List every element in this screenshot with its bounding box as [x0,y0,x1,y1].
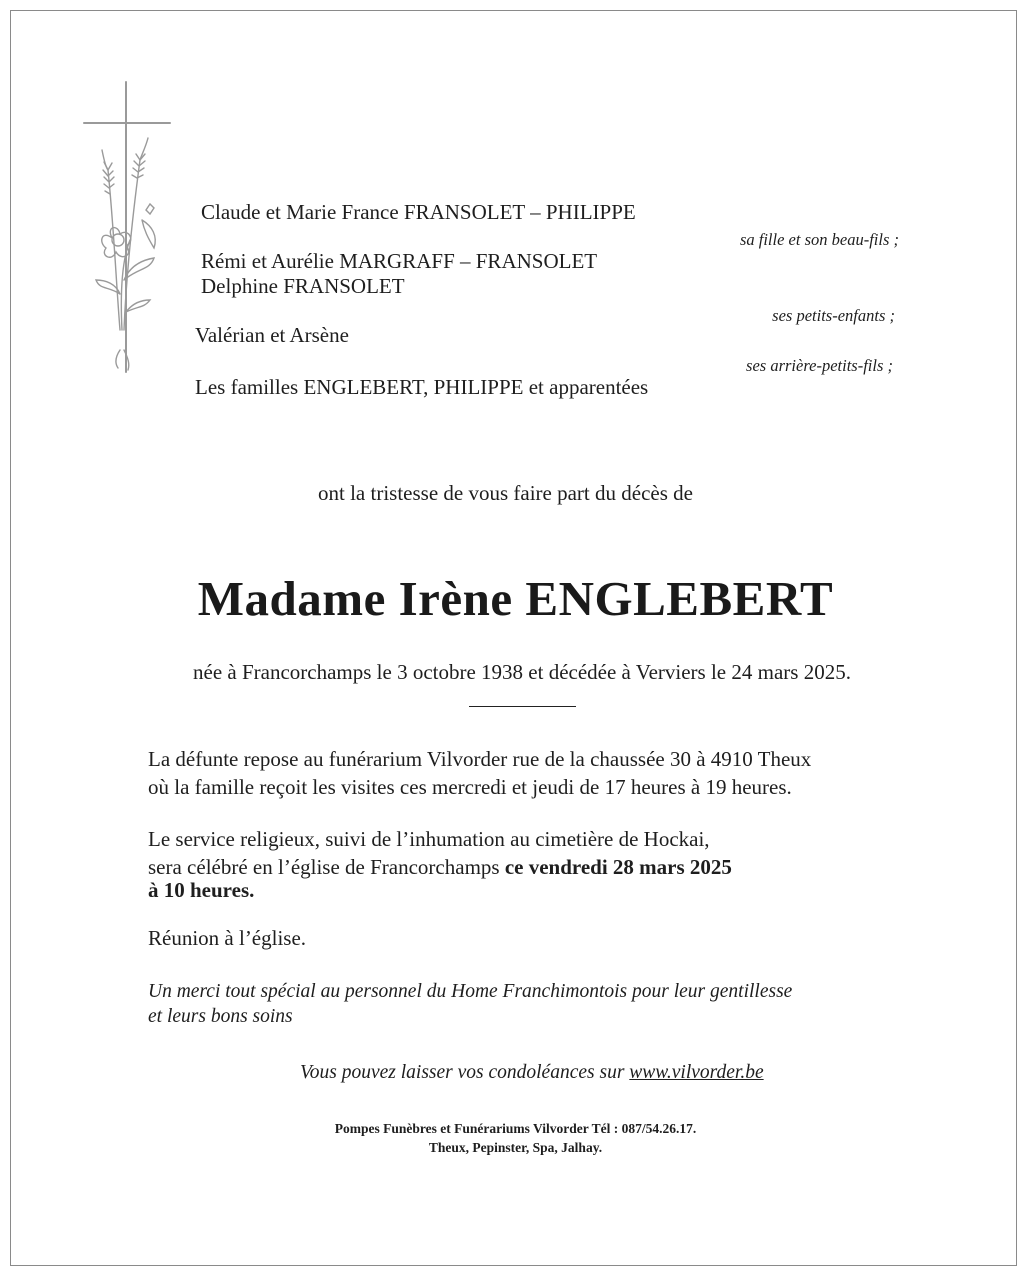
footer-funeral-home: Pompes Funèbres et Funérariums Vilvorder Tél : 087/54.26.17. [334,1121,697,1136]
condolences-line [300,1059,764,1087]
family-line-2: Rémi et Aurélie MARGRAFF – FRANSOLET [201,249,598,273]
service-line-1: Le service religieux, suivi de l’inhumation au cimetière de Hockai, [148,827,710,851]
relation-grandchildren: ses petits-enfants ; [772,306,895,325]
visitation-line-2: où la famille reçoit les visites ces mercredi et jeudi de 17 heures à 19 heures. [148,775,792,799]
reunion-note: Réunion à l’église. [148,926,307,950]
birth-death-info: née à Francorchamps le 3 octobre 1938 et décédée à Verviers le 24 mars 2025. [193,660,851,684]
divider [469,706,576,707]
condolences-text: Vous pouvez laisser vos condoléances sur [300,1062,630,1083]
thanks-line-1: Un merci tout spécial au personnel du Home Franchimontois pour leur gentillesse [148,981,793,1002]
deceased-name: Madame Irène ENGLEBERT [197,571,834,626]
visitation-line-1: La défunte repose au funérarium Vilvorder rue de la chaussée 30 à 4910 Theux [148,747,812,771]
service-date: ce vendredi 28 mars 2025 [504,855,732,879]
condolences-link[interactable]: www.vilvorder.be [629,1062,764,1083]
family-line-5: Les familles ENGLEBERT, PHILIPPE et apparentées [195,375,649,399]
family-line-3: Delphine FRANSOLET [201,274,405,298]
relation-great-grandsons: ses arrière-petits-fils ; [746,356,893,375]
announcement-intro: ont la tristesse de vous faire part du décès de [318,481,693,505]
service-time: à 10 heures. [148,878,255,902]
family-line-1: Claude et Marie France FRANSOLET – PHILIPPE [201,200,636,224]
family-line-4: Valérian et Arsène [195,323,349,347]
footer-locations: Theux, Pepinster, Spa, Jalhay. [428,1140,603,1155]
relation-daughter-son-in-law: sa fille et son beau-fils ; [739,230,899,249]
thanks-line-2: et leurs bons soins [148,1006,293,1027]
cross-with-wheat-and-flower-icon [80,80,180,380]
service-line-2-text: sera célébré en l’église de Francorchamps [148,855,505,879]
